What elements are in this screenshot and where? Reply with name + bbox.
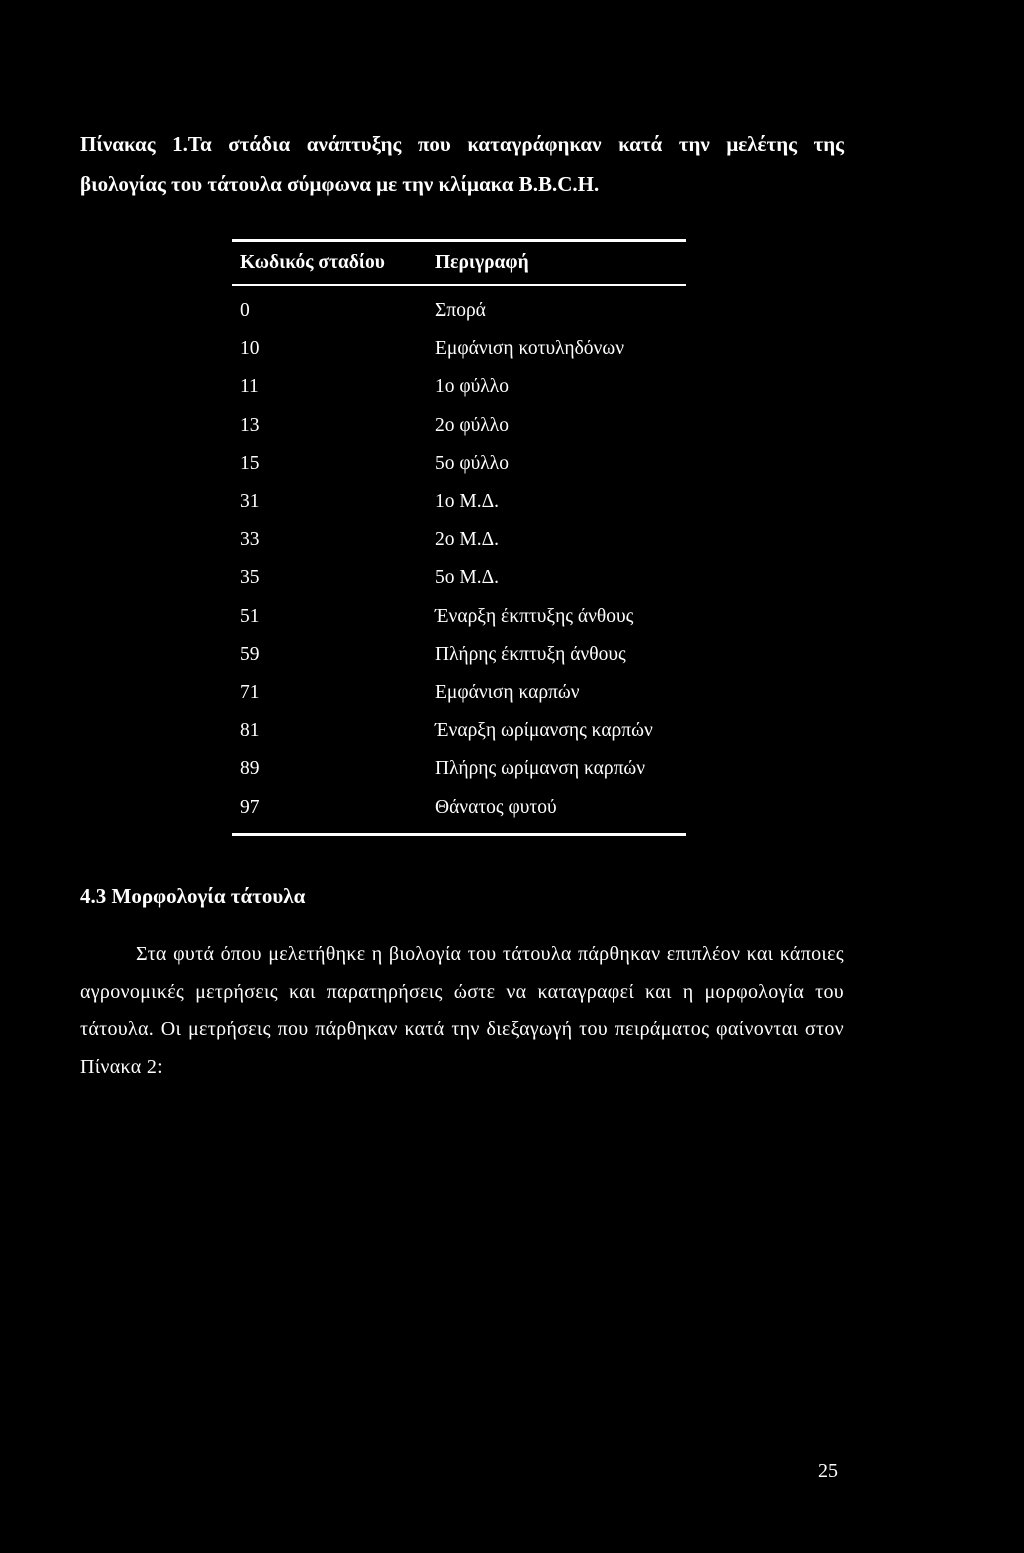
table-row [232, 483, 686, 521]
table-row [232, 674, 686, 712]
table-row [232, 598, 686, 636]
stage-description-cell: Εμφάνιση καρπών [435, 681, 580, 703]
table-caption-line-1: Πίνακας 1.Τα στάδια ανάπτυξης που καταγράφηκαν κατά την μελέτης της [80, 132, 844, 156]
table-row [232, 330, 686, 368]
header-description: Περιγραφή [435, 252, 529, 273]
stage-code-cell: 71 [240, 681, 260, 703]
stage-description-cell: Σπορά [435, 300, 486, 322]
stage-description-cell: 5ο Μ.Δ. [435, 567, 500, 589]
stage-code-cell: 10 [240, 338, 260, 360]
table-row [232, 636, 686, 674]
table-row [232, 750, 686, 788]
stage-code-cell: 33 [240, 529, 260, 551]
stage-description-cell: 2ο Μ.Δ. [435, 529, 500, 551]
table-caption [80, 124, 844, 204]
table-row [232, 712, 686, 750]
section-heading: 4.3 Μορφολογία τάτουλα [80, 884, 306, 908]
table-header-row [232, 242, 686, 284]
table-row [232, 368, 686, 406]
stage-description-cell: 5ο φύλλο [435, 452, 509, 474]
stage-description-cell: 1ο φύλλο [435, 376, 509, 398]
stage-code-cell: 51 [240, 605, 260, 627]
stage-description-cell: Πλήρης έκπτυξη άνθους [435, 643, 626, 665]
stage-code-cell: 81 [240, 720, 260, 742]
table-row [232, 788, 686, 826]
header-stage-code: Κωδικός σταδίου [240, 252, 385, 273]
table-caption-line-2: βιολογίας του τάτουλα σύμφωνα με την κλίμακα B.B.C.H. [80, 172, 600, 196]
table-row [232, 407, 686, 445]
body-paragraph: Στα φυτά όπου μελετήθηκε η βιολογία του τάτουλα πάρθηκαν επιπλέον και κάποιες αγρονομικές μετρήσεις και παρατηρήσεις ώστε να καταγραφεί και η μορφολογία του τάτουλα. Οι μετρήσεις που πάρθηκαν κατά την διεξαγωγή του πειράματος φαίνονται στον Πίνακα 2: [80, 943, 844, 1078]
stage-description-cell: 1ο Μ.Δ. [435, 491, 500, 513]
stage-description-cell: Εμφάνιση κοτυληδόνων [435, 338, 625, 360]
stage-code-cell: 11 [240, 376, 259, 398]
table-body [232, 286, 686, 827]
stage-description-cell: Έναρξη έκπτυξης άνθους [435, 605, 634, 627]
stage-code-cell: 0 [240, 300, 250, 322]
stage-code-cell: 15 [240, 452, 260, 474]
stage-code-cell: 13 [240, 414, 260, 436]
table-row [232, 292, 686, 330]
stage-description-cell: 2ο φύλλο [435, 414, 509, 436]
stage-code-cell: 59 [240, 643, 260, 665]
stage-description-cell: Έναρξη ωρίμανσης καρπών [435, 720, 653, 742]
stage-code-cell: 89 [240, 758, 260, 780]
stage-code-cell: 35 [240, 567, 260, 589]
table-row [232, 559, 686, 597]
stage-code-cell: 97 [240, 796, 260, 818]
stage-description-cell: Θάνατος φυτού [435, 796, 557, 818]
table-bottom-rule [232, 833, 686, 836]
page-number: 25 [818, 1460, 838, 1482]
table-row [232, 521, 686, 559]
stage-code-cell: 31 [240, 491, 260, 513]
growth-stages-table [232, 239, 686, 836]
stage-description-cell: Πλήρης ωρίμανση καρπών [435, 758, 646, 780]
table-row [232, 445, 686, 483]
